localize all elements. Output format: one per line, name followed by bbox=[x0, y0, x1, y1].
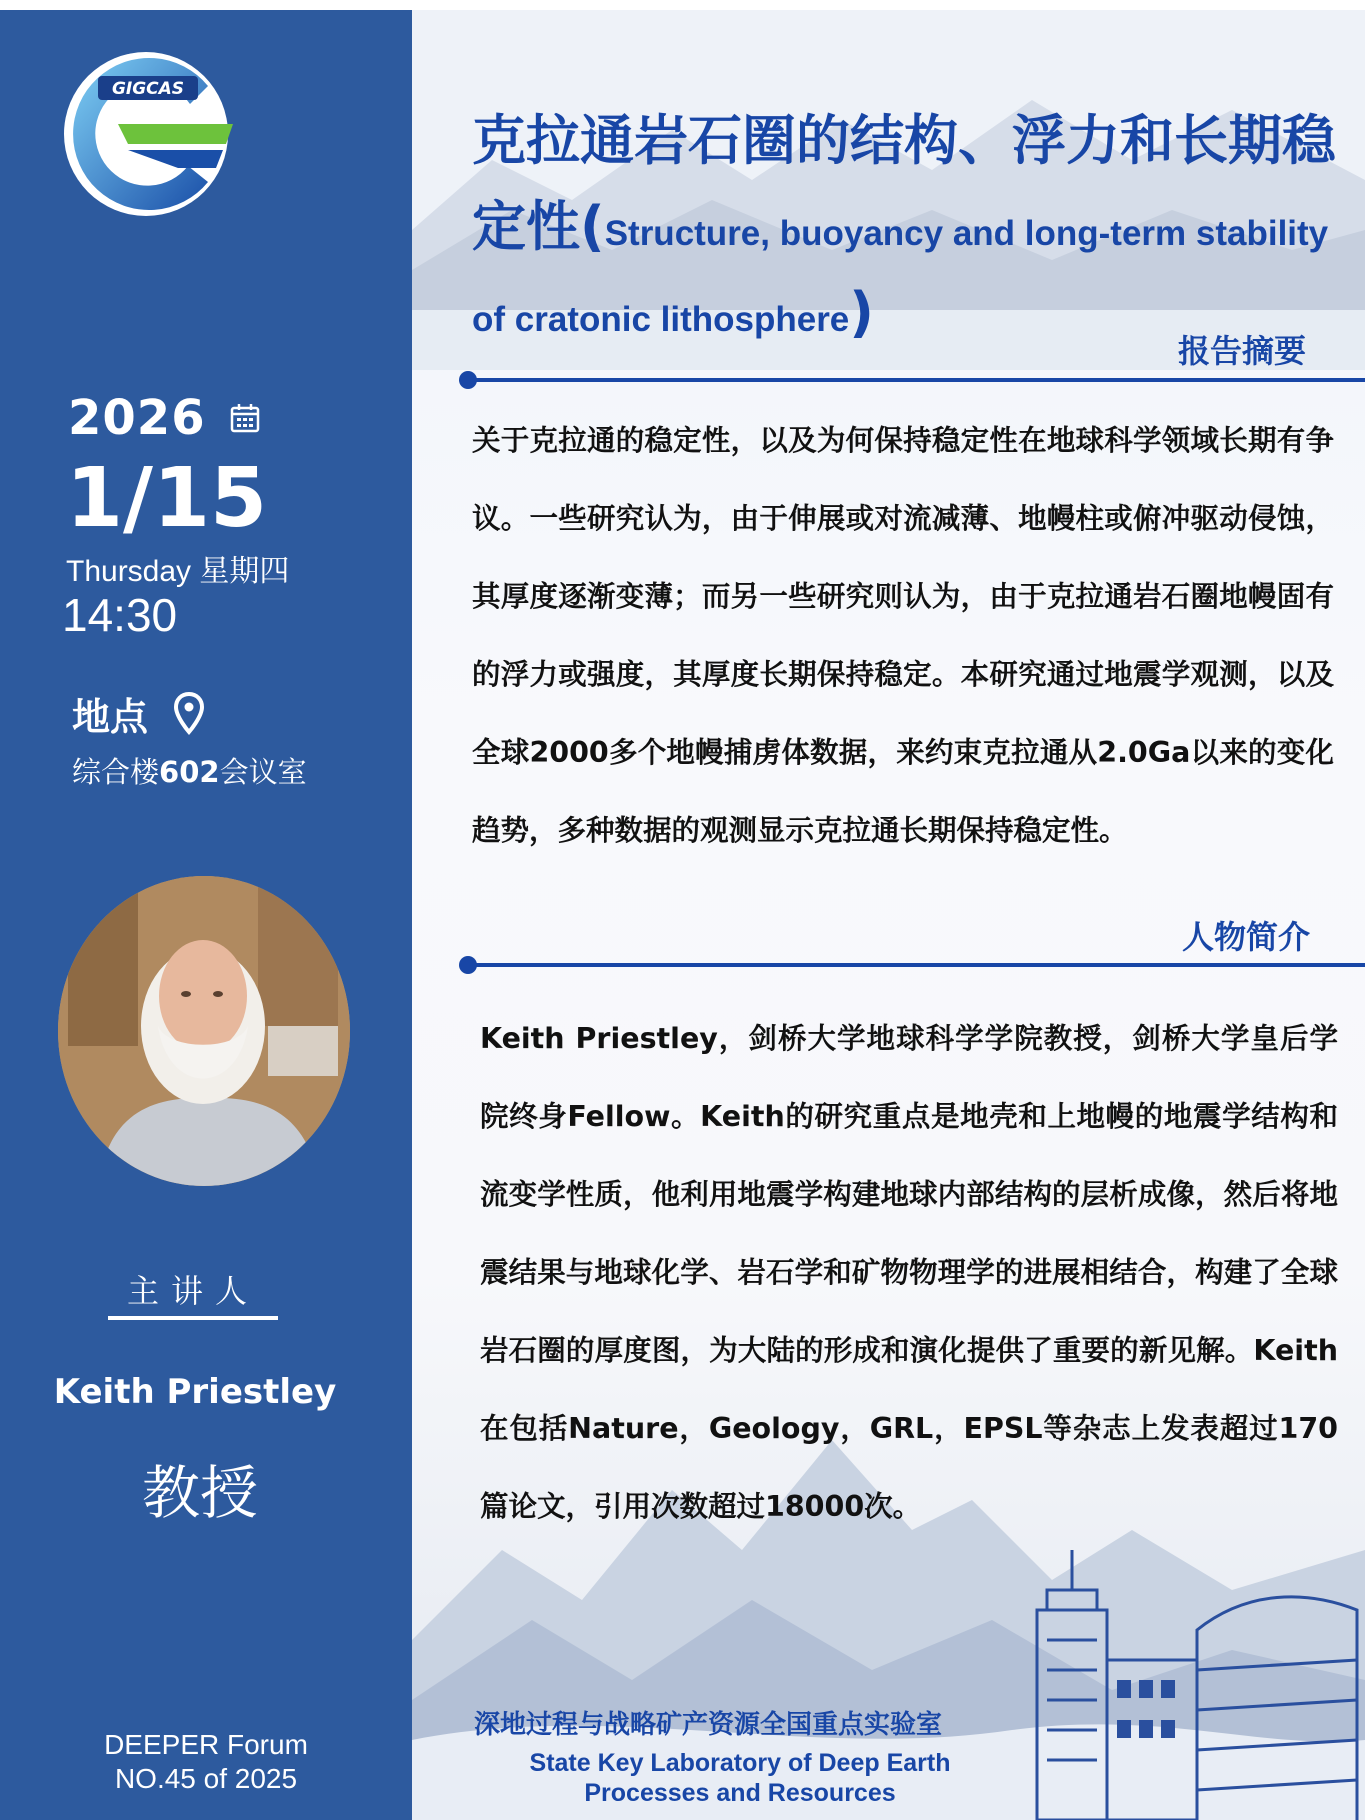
speaker-underline bbox=[108, 1316, 278, 1320]
location-pin-icon bbox=[174, 692, 204, 736]
abstract-heading: 报告摘要 bbox=[1178, 332, 1307, 370]
location-label: 地点 bbox=[72, 695, 149, 739]
lab-name-zh: 深地过程与战略矿产资源全国重点实验室 bbox=[474, 1710, 943, 1740]
bio-body: Keith Priestley，剑桥大学地球科学学院教授，剑桥大学皇后学院终身Fellow。Keith的研究重点是地壳和上地幔的地震学结构和流变学性质，他利用地震学构建地球内部结构的层析成像，然后将地震结果与地球化学、岩石学和矿物物理学的进展相结合，构建了全球岩石圈的厚度图，为大陆的形成和演化提供了重要的新见解。Keith在包括Nature，Geology，GRL，EPSL等杂志上发表超过170篇论文，引用次数超过18000次。 bbox=[480, 1022, 1338, 1523]
abstract-divider-dot bbox=[459, 371, 477, 389]
bio-divider-dot bbox=[459, 956, 477, 974]
institute-logo bbox=[58, 46, 238, 222]
title-en: Structure, buoyancy and long-term stability of cratonic lithosphere bbox=[472, 214, 1329, 339]
speaker-portrait-image bbox=[58, 876, 350, 1186]
event-time: 14:30 bbox=[62, 589, 178, 641]
sidebar bbox=[0, 10, 412, 1820]
bio-divider bbox=[460, 963, 1365, 967]
abstract-body: 关于克拉通的稳定性，以及为何保持稳定性在地球科学领域长期有争议。一些研究认为，由于伸展或对流减薄、地幔柱或俯冲驱动侵蚀，其厚度逐渐变薄；而另一些研究则认为，由于克拉通岩石圈地幔固有的浮力或强度，其厚度长期保持稳定。本研究通过地震学观测，以及全球2000多个地幔捕虏体数据，来约束克拉通从2.0Ga以来的变化趋势，多种数据的观测显示克拉通长期保持稳定性。 bbox=[472, 424, 1334, 847]
year-row bbox=[68, 390, 260, 446]
lab-name-en bbox=[480, 1748, 1000, 1808]
speaker-photo bbox=[58, 876, 350, 1186]
calendar-icon bbox=[230, 403, 260, 433]
speaker-name: Keith Priestley bbox=[53, 1372, 337, 1412]
event-year: 2026 bbox=[68, 390, 206, 446]
bio-heading: 人物简介 bbox=[1182, 918, 1311, 956]
forum-info bbox=[0, 1728, 412, 1796]
speaker-title: 教授 bbox=[141, 1459, 258, 1527]
room-suffix: 会议室 bbox=[219, 755, 307, 789]
room-text bbox=[72, 750, 307, 791]
forum-name: DEEPER Forum bbox=[104, 1729, 308, 1760]
title-paren-open: ( bbox=[580, 195, 605, 258]
speaker-label: 主讲人 bbox=[126, 1272, 259, 1310]
svg-text:GIGCAS: GIGCAS bbox=[111, 79, 185, 99]
forum-number: NO.45 of 2025 bbox=[114, 1763, 298, 1794]
location-row bbox=[72, 686, 204, 741]
event-weekday: Thursday 星期四 bbox=[66, 555, 290, 588]
title-paren-close: ) bbox=[849, 281, 874, 344]
lab-name-en-line1: State Key Laboratory of Deep Earth bbox=[529, 1749, 951, 1777]
abstract-divider bbox=[460, 378, 1365, 382]
building-illustration bbox=[1007, 1550, 1365, 1820]
room-number: 602 bbox=[159, 755, 220, 789]
talk-title bbox=[472, 98, 1352, 363]
lab-name-en-line2: Processes and Resources bbox=[584, 1779, 896, 1807]
room-prefix: 综合楼 bbox=[72, 755, 160, 789]
event-date: 1/15 bbox=[66, 451, 268, 546]
title-zh: 克拉通岩石圈的结构、浮力和长期稳定性 bbox=[472, 109, 1336, 258]
